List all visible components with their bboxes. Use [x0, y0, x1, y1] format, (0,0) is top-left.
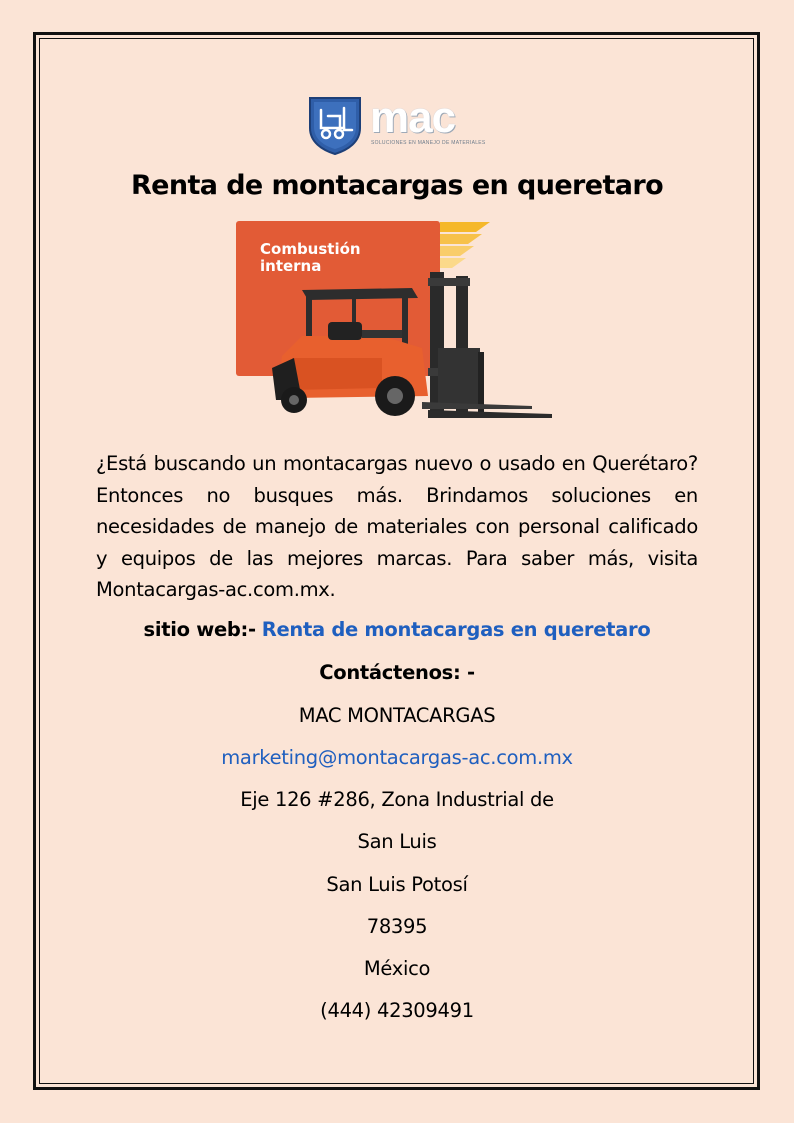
paragraph-line: Montacargas-ac.com.mx.	[96, 578, 336, 601]
company-name: MAC MONTACARGAS	[298, 704, 496, 727]
website-line	[0, 618, 794, 641]
intro-paragraph	[96, 448, 698, 606]
address-zip: 78395	[366, 915, 428, 938]
website-link[interactable]: Renta de montacargas en queretaro	[261, 618, 651, 641]
forklift-hero-image	[232, 218, 562, 423]
address-line-1: Eje 126 #286, Zona Industrial de	[240, 788, 554, 811]
paragraph-line: necesidades de manejo de materiales con personal calificado	[96, 515, 698, 538]
card-label: Combustión interna	[260, 240, 361, 275]
address-state: San Luis Potosí	[326, 873, 468, 896]
brand-tagline: SOLUCIONES EN MANEJO DE MATERIALES	[371, 140, 486, 146]
phone-number: (444) 42309491	[320, 999, 474, 1022]
forklift-icon	[232, 218, 562, 423]
website-label: sitio web:-	[143, 618, 256, 641]
email-link[interactable]: marketing@montacargas-ac.com.mx	[221, 746, 573, 769]
brand-name: mac	[370, 93, 456, 142]
contact-heading: Contáctenos: -	[319, 661, 475, 684]
mac-logo	[304, 94, 494, 156]
address-line-2: San Luis	[357, 830, 437, 853]
page-title: Renta de montacargas en queretaro	[130, 170, 664, 201]
paragraph-line: y equipos de las mejores marcas. Para saber más, visita	[96, 546, 698, 570]
address-country: México	[363, 957, 431, 980]
paragraph-line: Entonces no busques más. Brindamos soluciones en	[96, 483, 698, 507]
forklift-shield-icon	[304, 94, 366, 156]
paragraph-line: ¿Está buscando un montacargas nuevo o usado en Querétaro?	[96, 452, 698, 475]
